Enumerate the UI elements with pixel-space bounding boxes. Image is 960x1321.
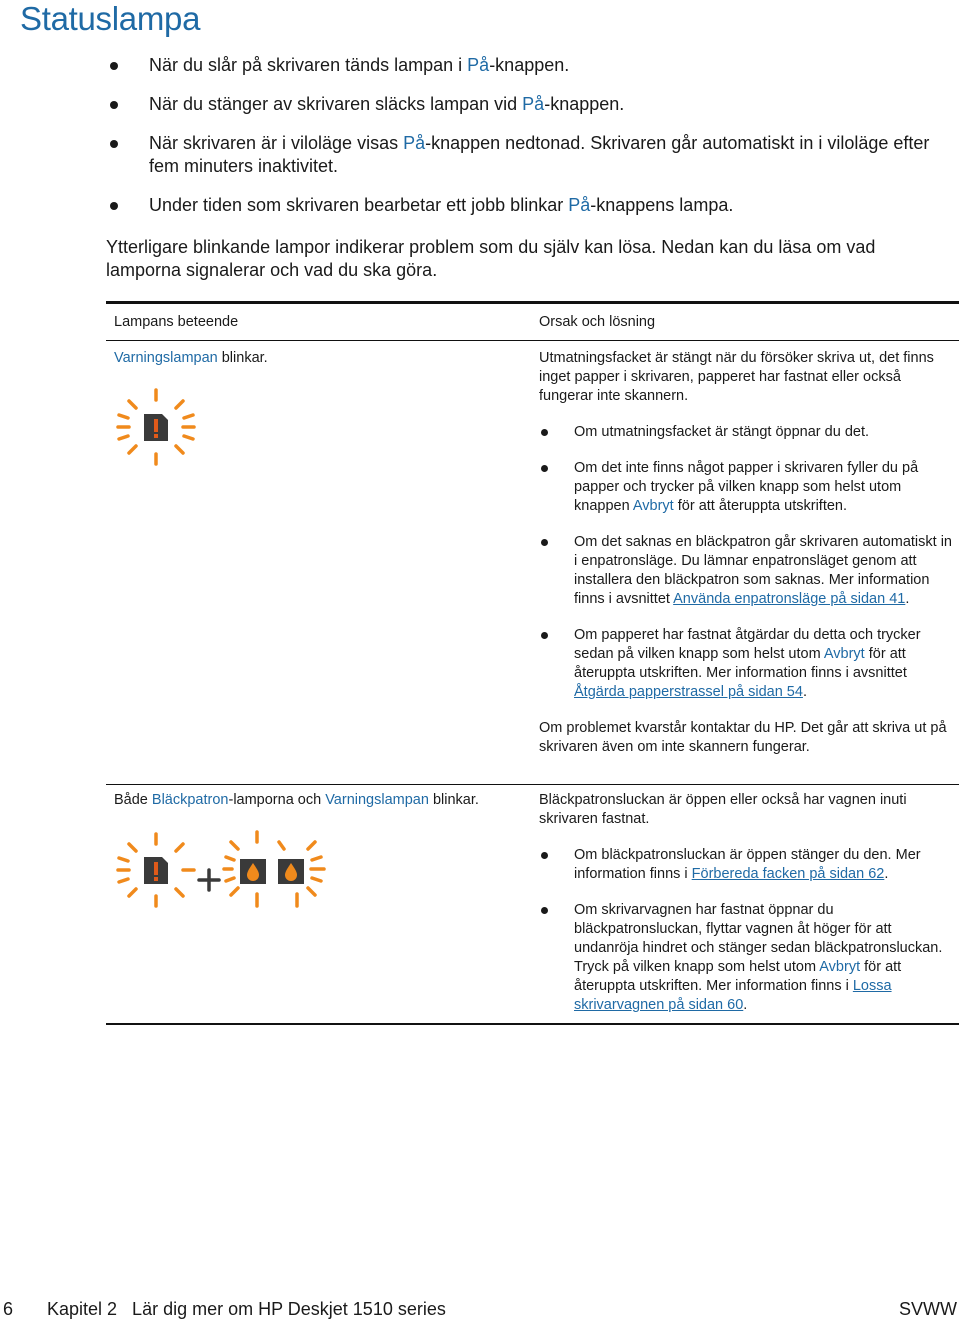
table-row-rule [106,784,959,785]
page-number: 6 [3,1299,14,1319]
on-button-name: På [568,195,591,215]
page-title: Statuslampa [20,0,201,37]
warning-light-name: Varningslampan [325,792,429,808]
plus-icon [199,870,219,890]
list-item: Om bläckpatronsluckan är öppen stänger du den. Mer information finns i Förbereda facken på sidan 62. [539,846,954,884]
ink-light-blinking-icon [224,832,266,906]
ink-light-name: Bläckpatron [151,792,229,808]
list-item: Om det inte finns något papper i skrivaren fyller du på papper och trycker på vilken knapp som helst utom knappen Avbryt för att återuppta utskriften. [539,459,954,516]
on-button-name: På [467,55,490,75]
list-item: När du slår på skrivaren tänds lampan i På-knappen. [110,54,940,77]
row1-behavior: Varningslampan blinkar. [114,350,268,366]
list-item: Om det saknas en bläckpatron går skrivaren automatiskt in i enpatronsläge. Du lämnar enpatronsläget genom att installera den bläckpatron som saknas. Mer information finns i avsnittet Använda enpatronsläge på sidan 41. [539,533,954,609]
release-carriage-link[interactable]: Lossa skrivarvagnen på sidan 60 [574,978,892,1013]
cancel-button-name: Avbryt [819,959,861,975]
row1-solution: Utmatningsfacket är stängt när du försöker skriva ut, det finns inget papper i skrivaren, papperet har fastnat eller också fungerar inte skannern. Om utmatningsfacket är stängt öppnar du det. Om det inte finns något papper i skrivaren fyller du på papper och trycker på vilken knapp som helst utom knappen Avbryt för att återuppta utskriften. Om det saknas en bläckpatron går skrivaren automatiskt in i enpatronsläge. Du lämnar enpatronsläget genom att installera den bläckpatron som saknas. Mer information finns i avsnittet Använda enpatronsläge på sidan 41. Om papperet har fastnat åtgärdar du detta och trycker sedan på vilken knapp som helst utom Avbryt för att återuppta utskriften. Mer information finns i avsnittet Åtgärda papperstrassel på sidan 54. Om problemet kvarstår kontaktar du HP. Det går att skriva ut på skrivaren även om inte skannern fungerar. [539,349,954,757]
list-item: Om papperet har fastnat åtgärdar du detta och trycker sedan på vilken knapp som helst utom Avbryt för att återuppta utskriften. Mer information finns i avsnittet Åtgärda papperstrassel på sidan 54. [539,626,954,702]
on-button-name: På [403,133,426,153]
warning-light-blinking-icon [118,834,194,906]
intro-paragraph: Ytterligare blinkande lampor indikerar problem som du själv kan lösa. Nedan kan du läsa om vad lamporna signalerar och vad du ska göra. [106,237,876,280]
list-item: Under tiden som skrivaren bearbetar ett jobb blinkar På-knappens lampa. [110,194,940,217]
warning-light-blinking-icon [116,388,196,473]
chapter-title: Kapitel 2 Lär dig mer om HP Deskjet 1510 series [47,1299,446,1319]
table-header-right: Orsak och lösning [539,314,656,330]
table-header-left: Lampans beteende [114,314,239,330]
light-combination-icons [116,830,326,917]
page-footer [0,1297,960,1321]
ink-light-blinking-icon [278,842,324,906]
list-item: Om skrivarvagnen har fastnat öppnar du bläckpatronsluckan, flyttar vagnen åt höger för att undanröja hindret och stänger sedan bläckpatronsluckan. Tryck på vilken knapp som helst utom Avbryt för att återuppta utskriften. Mer information finns i Lossa skrivarvagnen på sidan 60. [539,901,954,1015]
language-code: SVWW [899,1299,957,1319]
on-button-name: På [522,94,545,114]
table-top-rule [106,301,959,304]
row1-outro: Om problemet kvarstår kontaktar du HP. Det går att skriva ut på skrivaren även om inte skannern fungerar. [539,720,947,755]
list-item: Om utmatningsfacket är stängt öppnar du det. [539,423,954,442]
list-item: När skrivaren är i viloläge visas På-knappen nedtonad. Skrivaren går automatiskt in i viloläge efter fem minuters inaktivitet. [110,132,940,178]
intro-list [110,54,940,233]
cancel-button-name: Avbryt [632,498,674,514]
warning-light-name: Varningslampan [114,350,218,366]
paper-jam-link[interactable]: Åtgärda papperstrassel på sidan 54 [574,684,803,700]
row2-behavior: Både Bläckpatron-lamporna och Varningslampan blinkar. [114,792,479,808]
prepare-trays-link[interactable]: Förbereda facken på sidan 62 [691,866,885,882]
list-item: När du stänger av skrivaren släcks lampan vid På-knappen. [110,93,940,116]
cancel-button-name: Avbryt [823,646,865,662]
table-header-rule [106,340,959,341]
single-cartridge-link[interactable]: Använda enpatronsläge på sidan 41 [673,591,906,607]
row2-solution: Bläckpatronsluckan är öppen eller också har vagnen inuti skrivaren fastnat. Om bläckpatronsluckan är öppen stänger du den. Mer information finns i Förbereda facken på sidan 62. Om skrivarvagnen har fastnat öppnar du bläckpatronsluckan, flyttar vagnen åt höger för att undanröja hindret och stänger sedan bläckpatronsluckan. Tryck på vilken knapp som helst utom Avbryt för att återuppta utskriften. Mer information finns i Lossa skrivarvagnen på sidan 60. [539,791,954,1032]
